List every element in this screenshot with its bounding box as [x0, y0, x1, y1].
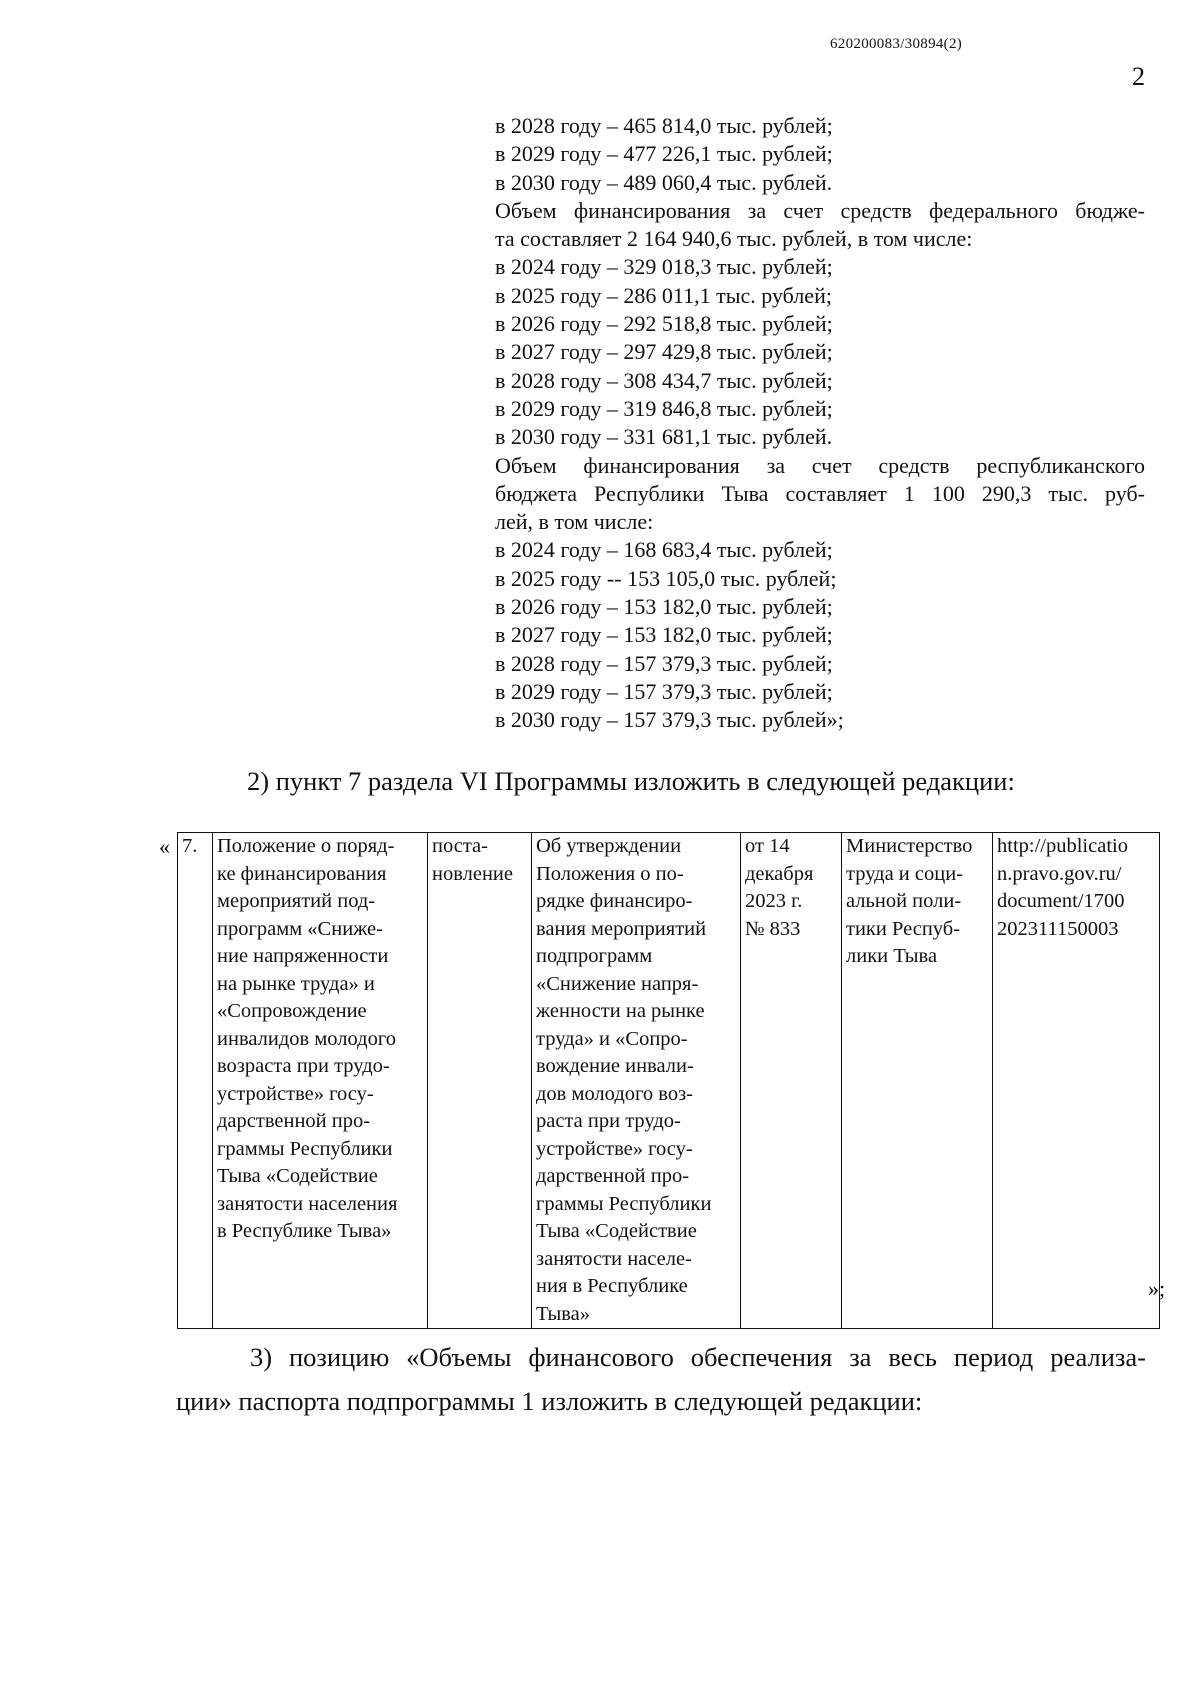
cell-line: подпрограмм [536, 945, 653, 967]
table-close-quote: »; [1148, 1276, 1166, 1301]
federal-intro: Объем финансирования за счет средств федерального бюдже- [495, 197, 1145, 223]
republic-line: в 2030 году – 157 379,3 тыс. рублей»; [495, 707, 844, 733]
cell-ministry [842, 833, 993, 1329]
cell-line: устройстве» госу- [217, 1082, 374, 1105]
cell-line: Тыва «Содействие [536, 1220, 697, 1242]
cell-line: ние напряженности [217, 945, 389, 967]
page-number: 2 [1132, 62, 1145, 91]
cell-line: граммы Республики [217, 1137, 393, 1160]
federal-intro: та составляет 2 164 940,6 тыс. рублей, в том числе: [495, 226, 973, 252]
cell-line: n.pravo.gov.ru/ [997, 862, 1122, 885]
republic-line: в 2027 году – 153 182,0 тыс. рублей; [495, 622, 833, 648]
cell-line: http://publicatio [997, 835, 1128, 857]
paragraph-3-line-2: ции» паспорта подпрограммы 1 изложить в следующей редакции: [176, 1386, 923, 1416]
cell-line: вождение инвали- [536, 1055, 694, 1077]
funding-block [495, 112, 1145, 735]
republic-line: в 2024 году – 168 683,4 тыс. рублей; [495, 537, 833, 563]
funding-line: в 2030 году – 489 060,4 тыс. рублей. [495, 169, 833, 195]
cell-line: новление [432, 862, 513, 885]
republic-intro: бюджета Республики Тыва составляет 1 100 290,3 тыс. руб- [495, 480, 1145, 506]
cell-line: занятости населе- [536, 1247, 692, 1270]
cell-link [993, 833, 1160, 1329]
item-number: 7. [182, 835, 198, 857]
funding-line: в 2029 году – 477 226,1 тыс. рублей; [495, 141, 833, 167]
republic-line: в 2025 году -- 153 105,0 тыс. рублей; [495, 565, 837, 591]
cell-line: document/1700 [997, 890, 1125, 912]
federal-line: в 2027 году – 297 429,8 тыс. рублей; [495, 339, 833, 365]
cell-line: Тыва «Содействие [217, 1165, 378, 1187]
cell-line: Об утверждении [536, 835, 682, 857]
cell-line: раста при трудо- [536, 1110, 681, 1132]
cell-line: дарственной про- [217, 1110, 371, 1132]
item-7-table [177, 832, 1160, 1329]
cell-line: Министерство [846, 835, 973, 857]
republic-line: в 2028 году – 157 379,3 тыс. рублей; [495, 650, 833, 676]
document-id: 620200083/30894(2) [830, 36, 963, 52]
cell-line: в Республике Тыва» [217, 1220, 392, 1242]
cell-line: устройстве» госу- [536, 1137, 693, 1160]
cell-line: программ «Сниже- [217, 917, 383, 940]
cell-line: ке финансирования [217, 862, 387, 885]
cell-line: 202311150003 [997, 917, 1119, 940]
cell-line: инвалидов молодого [217, 1027, 396, 1050]
cell-line: Положение о поряд- [217, 835, 395, 857]
cell-line: тики Респуб- [846, 917, 961, 940]
table-row [178, 833, 1160, 1329]
paragraph-3-line-1: 3) позицию «Объемы финансового обеспечения за весь период реализа- [250, 1342, 1146, 1372]
cell-line: вания мероприятий [536, 917, 707, 940]
cell-line: занятости населения [217, 1192, 398, 1215]
cell-number [178, 833, 213, 1329]
federal-line: в 2029 году – 319 846,8 тыс. рублей; [495, 395, 833, 421]
republic-intro: лей, в том числе: [495, 509, 654, 535]
federal-line: в 2028 году – 308 434,7 тыс. рублей; [495, 367, 833, 393]
cell-line: дарственной про- [536, 1165, 690, 1187]
cell-line: Тыва» [536, 1302, 591, 1325]
federal-line: в 2026 году – 292 518,8 тыс. рублей; [495, 311, 833, 337]
cell-line: возраста при трудо- [217, 1055, 390, 1077]
cell-line: дов молодого воз- [536, 1082, 693, 1105]
cell-line: труда» и «Сопро- [536, 1027, 688, 1050]
cell-line: от 14 [745, 835, 790, 857]
federal-line: в 2024 году – 329 018,3 тыс. рублей; [495, 254, 833, 280]
republic-line: в 2026 году – 153 182,0 тыс. рублей; [495, 594, 833, 620]
cell-line: на рынке труда» и [217, 972, 375, 995]
cell-line: женности на рынке [536, 1000, 705, 1022]
republic-intro: Объем финансирования за счет средств республиканского [495, 452, 1145, 478]
cell-line: декабря [745, 862, 814, 885]
cell-date [741, 833, 842, 1329]
cell-line: граммы Республики [536, 1192, 712, 1215]
cell-document-type [428, 833, 532, 1329]
cell-line: альной поли- [846, 890, 962, 912]
cell-line: труда и соци- [846, 862, 964, 885]
cell-document-title [532, 833, 741, 1329]
cell-line: № 833 [745, 917, 801, 940]
republic-line: в 2029 году – 157 379,3 тыс. рублей; [495, 678, 833, 704]
cell-line: «Снижение напря- [536, 972, 699, 995]
paragraph-2: 2) пункт 7 раздела VI Программы изложить в следующей редакции: [247, 766, 1015, 796]
federal-line: в 2030 году – 331 681,1 тыс. рублей. [495, 424, 833, 450]
cell-line: лики Тыва [846, 945, 938, 967]
cell-line: Положения о по- [536, 862, 684, 885]
cell-line: 2023 г. [745, 890, 803, 912]
funding-line: в 2028 году – 465 814,0 тыс. рублей; [495, 113, 833, 138]
cell-line: ния в Республике [536, 1275, 688, 1297]
cell-document-name [213, 833, 428, 1329]
federal-line: в 2025 году – 286 011,1 тыс. рублей; [495, 282, 832, 308]
table-open-quote: « [159, 834, 170, 859]
cell-line: «Сопровождение [217, 1000, 367, 1022]
cell-line: рядке финансиро- [536, 890, 693, 912]
cell-line: мероприятий под- [217, 890, 376, 912]
cell-line: поста- [432, 835, 488, 857]
